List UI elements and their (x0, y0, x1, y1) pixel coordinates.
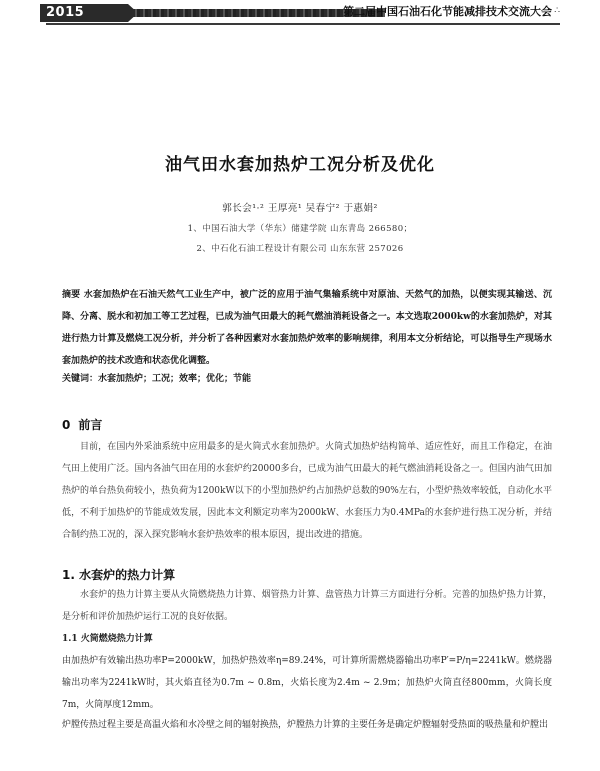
conference-name: 第二届中国石油石化节能减排技术交流大会 (343, 5, 552, 18)
section-number: 0 (62, 418, 71, 432)
intro-paragraph: 目前，在国内外采油系统中应用最多的是火筒式水套加热炉。火筒式加热炉结构简单、适应性好，而且工作稳定，在油气田上使用广泛。国内各油气田在用的水套炉约20000多台，已成为油气田最大的耗气燃油消耗设备之一。但国内油气田加热炉的单台热负荷较小，热负荷为1200kW以下的小型加热炉约占加热炉总数的90%左右，小型炉热效率较低，自动化水平低，不利于加热炉的节能成效发展，因此本文利额定功率为2000kW、水套压力为0.4MPa的水套炉进行热工况分析，并结合制约热工况的，深入探究影响水套炉热效率的根本原因，提出改进的措施。 (62, 442, 552, 540)
header-divider (46, 23, 560, 25)
keywords (62, 368, 552, 390)
furnace-paragraph: 炉膛传热过程主要是高温火焰和水冷壁之间的辐射换热，炉膛热力计算的主要任务是确定炉膛辐射受热面的吸热量和炉膛出 (62, 720, 549, 730)
affiliation-1: 1、中国石油大学（华东）储建学院 山东青岛 266580； (187, 224, 413, 234)
thermal-intro-paragraph: 水套炉的热力计算主要从火筒燃烧热力计算、烟管热力计算、盘管热力计算三方面进行分析。完善的加热炉热力计算，是分析和评价加热炉运行工况的良好依据。 (62, 590, 552, 622)
intro-body (62, 436, 552, 546)
keywords-text: 水套加热炉；工况；效率；优化；节能 (98, 374, 252, 384)
dots-decoration-icon: ∴ (554, 6, 560, 16)
calc-paragraph: 由加热炉有效输出热功率P=2000kW，加热炉热效率η=89.24%，可计算所需燃烧器输出功率P′=P/η=2241kW。燃烧器输出功率为2241kW时，其火焰直径为0.7m ~ 0.8m，火焰长度为2.4m ~ 2.9m；加热炉火筒直径800mm，火筒长度7m，火筒厚度12mm。 (62, 656, 552, 710)
affiliation-2: 2、中石化石油工程设计有限公司 山东东营 257026 (196, 244, 404, 254)
abstract-label: 摘要 (62, 290, 81, 300)
year-badge: 2015 (40, 4, 128, 22)
paper-title: 油气田水套加热炉工况分析及优化 (165, 155, 435, 175)
section-heading-intro (62, 416, 102, 433)
keywords-label: 关键词： (62, 374, 99, 384)
abstract-text: 水套加热炉在石油天然气工业生产中，被广泛的应用于油气集输系统中对原油、天然气的加热，以便实现其输送、沉降、分离、脱水和初加工等工艺过程，已成为油气田最大的耗气燃油消耗设备之一。本文选取2000kw的水套加热炉，对其进行热力计算及燃烧工况分析，并分析了各种因素对水套加热炉效率的影响规律，利用本文分析结论，可以指导生产现场水套加热炉的技术改造和状态优化调整。 (62, 290, 552, 366)
subsection-heading: 1.1 火筒燃烧热力计算 (62, 634, 153, 644)
section-heading-thermal: 1. 水套炉的热力计算 (62, 568, 176, 582)
section-title: 前言 (78, 418, 103, 432)
abstract (62, 284, 552, 372)
author-list: 郭长会¹·² 王厚亮¹ 吴春宁² 于惠娟² (222, 203, 378, 214)
